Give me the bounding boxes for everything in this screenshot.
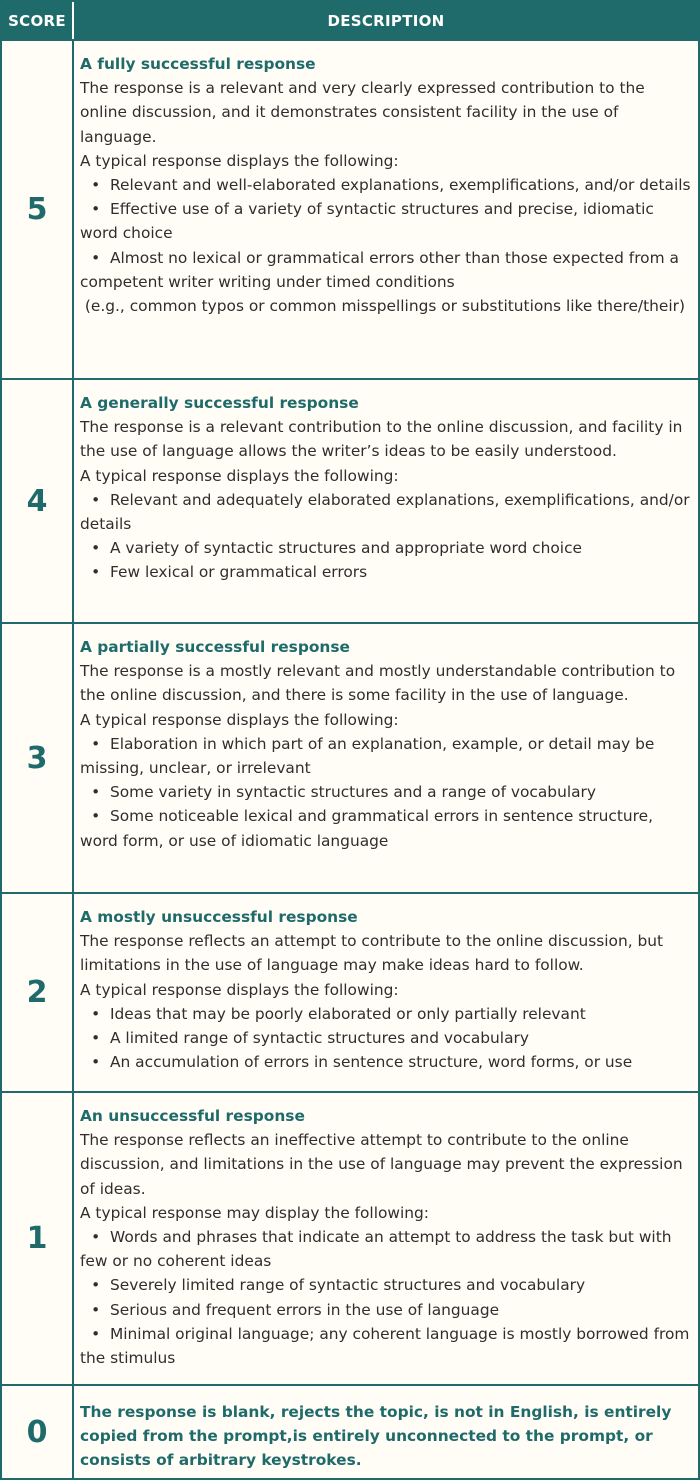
list-item: • Serious and frequent errors in the use of language	[91, 1300, 500, 1319]
list-item: • Minimal original language; any coherent language is mostly borrowed from the stimulus	[80, 1324, 690, 1368]
score-value: 4	[2, 380, 74, 622]
level-summary: The response is a relevant contribution to the online discussion, and facility in the use of language allows the writer’s ideas to be easily understood.	[80, 418, 683, 461]
level-title: An unsuccessful response	[80, 1107, 305, 1125]
score-description	[74, 41, 698, 378]
bullets-intro: A typical response displays the following:	[80, 710, 399, 729]
score-description	[74, 1093, 698, 1384]
level-title: A generally successful response	[80, 394, 359, 412]
score-description	[74, 1386, 698, 1478]
bullets-intro: A typical response may display the following:	[80, 1203, 429, 1222]
example-note: (e.g., common typos or common misspellings or substitutions like there/their)	[80, 297, 685, 316]
level-title: A mostly unsuccessful response	[80, 908, 358, 926]
level-summary: The response is a mostly relevant and mostly understandable contribution to the online discussion, and there is some facility in the use of language.	[80, 662, 676, 705]
list-item: • Relevant and well-elaborated explanations, exemplifications, and/or details	[91, 176, 691, 195]
table-row	[2, 1384, 698, 1478]
level-statement: The response is blank, rejects the topic, is not in English, is entirely copied from the prompt,is entirely unconnected to the prompt, or consists of arbitrary keystrokes.	[80, 1403, 672, 1470]
list-item: • Effective use of a variety of syntactic structures and precise, idiomatic word choice	[80, 200, 654, 243]
score-value: 5	[2, 41, 74, 378]
list-item: • Relevant and adequately elaborated explanations, exemplifications, and/or details	[80, 490, 690, 534]
score-description	[74, 624, 698, 892]
list-item: • Words and phrases that indicate an attempt to address the task but with few or no coherent ideas	[80, 1228, 672, 1271]
list-item: • Almost no lexical or grammatical errors other than those expected from a competent writer writing under timed conditions	[80, 248, 679, 291]
list-item: • Severely limited range of syntactic structures and vocabulary	[91, 1276, 586, 1295]
score-value: 3	[2, 624, 74, 892]
score-value: 1	[2, 1093, 74, 1384]
table-row	[2, 892, 698, 1091]
bullets-intro: A typical response displays the following:	[80, 980, 399, 999]
list-item: • Some variety in syntactic structures and a range of vocabulary	[91, 783, 596, 802]
table-row	[2, 622, 698, 892]
level-summary: The response reflects an ineffective attempt to contribute to the online discussion, and limitations in the use of language may prevent the expression of ideas.	[80, 1131, 683, 1198]
bullets-intro: A typical response displays the following:	[80, 151, 399, 170]
list-item: • An accumulation of errors in sentence structure, word forms, or use	[91, 1053, 633, 1072]
list-item: • A limited range of syntactic structures and vocabulary	[91, 1029, 529, 1048]
list-item: • Elaboration in which part of an explanation, example, or detail may be missing, unclear, or irrelevant	[80, 734, 655, 778]
score-description	[74, 894, 698, 1091]
table-header	[2, 2, 698, 39]
list-item: • Ideas that may be poorly elaborated or only partially relevant	[91, 1004, 586, 1023]
score-value: 0	[2, 1386, 74, 1478]
bullets-intro: A typical response displays the following:	[80, 466, 399, 485]
list-item: • Some noticeable lexical and grammatical errors in sentence structure, word form, or use of idiomatic language	[80, 807, 654, 850]
table-row	[2, 378, 698, 622]
list-item: • A variety of syntactic structures and appropriate word choice	[91, 539, 583, 558]
level-summary: The response reflects an attempt to contribute to the online discussion, but limitations in the use of language may make ideas hard to follow.	[80, 932, 664, 975]
list-item: • Few lexical or grammatical errors	[91, 563, 368, 582]
score-column-header: SCORE	[2, 2, 74, 39]
description-column-header: DESCRIPTION	[327, 11, 445, 30]
score-description	[74, 380, 698, 622]
level-title: A fully successful response	[80, 55, 316, 73]
table-row	[2, 39, 698, 378]
score-value: 2	[2, 894, 74, 1091]
table-row	[2, 1091, 698, 1384]
level-title: A partially successful response	[80, 638, 350, 656]
level-summary: The response is a relevant and very clearly expressed contribution to the online discussion, and it demonstrates consistent facility in the use of language.	[80, 79, 645, 146]
